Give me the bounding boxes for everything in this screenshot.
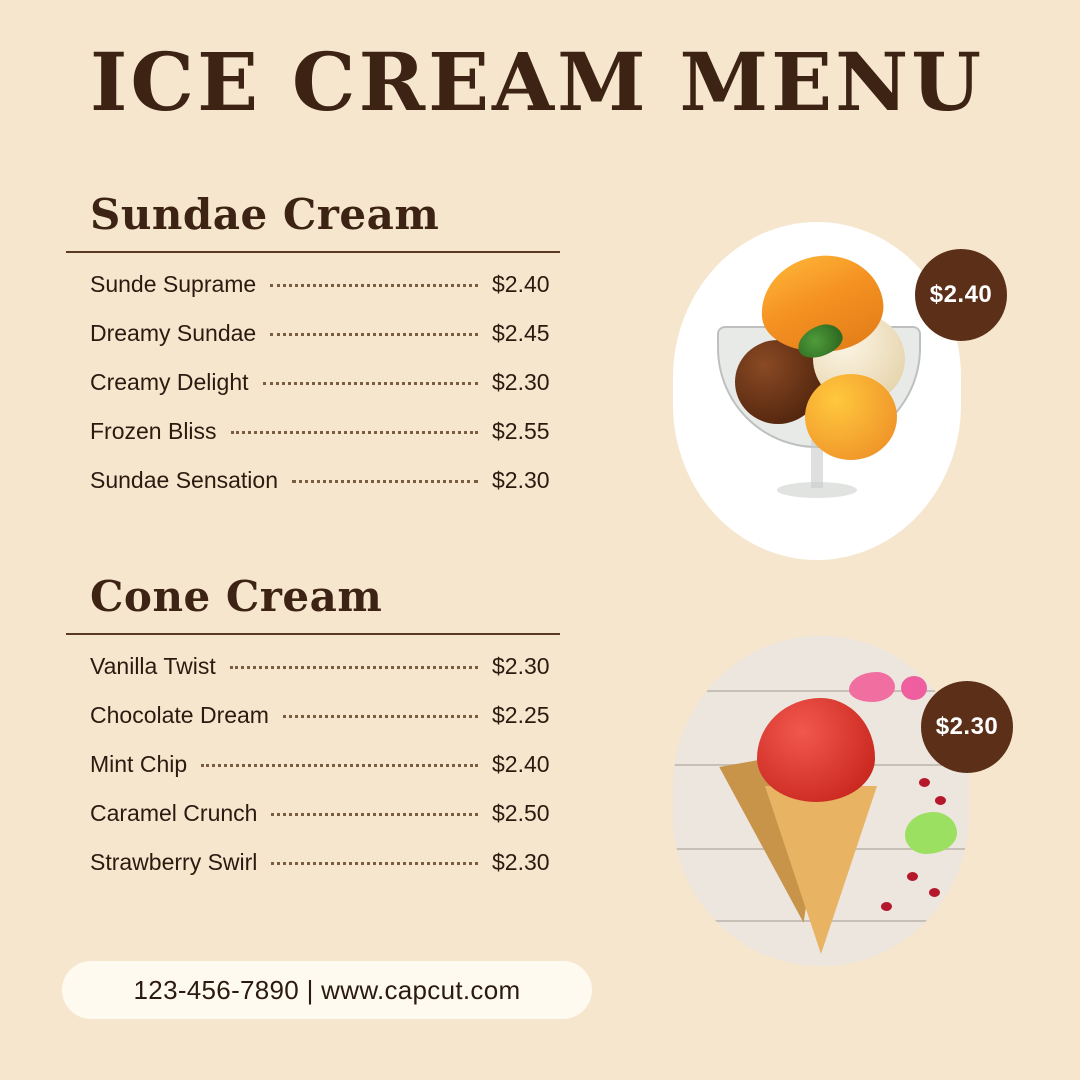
list-item — [66, 849, 566, 898]
list-item — [66, 418, 566, 467]
item-price: $2.40 — [492, 271, 550, 297]
contact-text: 123-456-7890 | www.capcut.com — [133, 974, 521, 1005]
item-name: Vanilla Twist — [90, 653, 216, 679]
item-name: Dreamy Sundae — [90, 320, 257, 346]
leader-dots — [283, 715, 478, 718]
item-name: Strawberry Swirl — [90, 849, 258, 875]
item-price: $2.25 — [492, 702, 550, 728]
cone-illustration — [673, 636, 969, 966]
item-price: $2.30 — [492, 369, 550, 395]
menu-section-sundae — [66, 190, 566, 516]
section-divider — [66, 251, 560, 253]
list-item — [66, 800, 566, 849]
section-heading-sundae: Sundae Cream — [90, 190, 440, 239]
list-item — [66, 653, 566, 702]
leader-dots — [271, 813, 478, 816]
cone-photo — [673, 636, 969, 966]
leader-dots — [201, 764, 478, 767]
item-price: $2.45 — [492, 320, 550, 346]
item-price: $2.30 — [492, 653, 550, 679]
list-item — [66, 271, 566, 320]
leader-dots — [270, 284, 478, 287]
item-price: $2.30 — [492, 849, 550, 875]
leader-dots — [271, 862, 478, 865]
item-name: Sundae Sensation — [90, 467, 278, 493]
contact-footer — [62, 961, 592, 1019]
list-item — [66, 369, 566, 418]
section-heading-cone: Cone Cream — [90, 572, 383, 621]
item-name: Frozen Bliss — [90, 418, 217, 444]
sundae-illustration — [673, 222, 961, 560]
list-item — [66, 751, 566, 800]
list-item — [66, 702, 566, 751]
page-title: ICE CREAM MENU — [90, 35, 984, 129]
item-name: Caramel Crunch — [90, 800, 258, 826]
item-name: Chocolate Dream — [90, 702, 269, 728]
item-price: $2.50 — [492, 800, 550, 826]
item-name: Mint Chip — [90, 751, 188, 777]
menu-section-cone — [66, 572, 566, 898]
leader-dots — [231, 431, 478, 434]
item-name: Creamy Delight — [90, 369, 249, 395]
leader-dots — [292, 480, 478, 483]
list-item — [66, 320, 566, 369]
leader-dots — [270, 333, 478, 336]
section-divider — [66, 633, 560, 635]
item-price: $2.30 — [492, 467, 550, 493]
price-badge-cone: $2.30 — [921, 681, 1013, 773]
item-price: $2.55 — [492, 418, 550, 444]
list-item — [66, 467, 566, 516]
item-price: $2.40 — [492, 751, 550, 777]
sundae-photo — [673, 222, 961, 560]
leader-dots — [263, 382, 479, 385]
price-badge-sundae: $2.40 — [915, 249, 1007, 341]
leader-dots — [230, 666, 478, 669]
item-name: Sunde Suprame — [90, 271, 257, 297]
